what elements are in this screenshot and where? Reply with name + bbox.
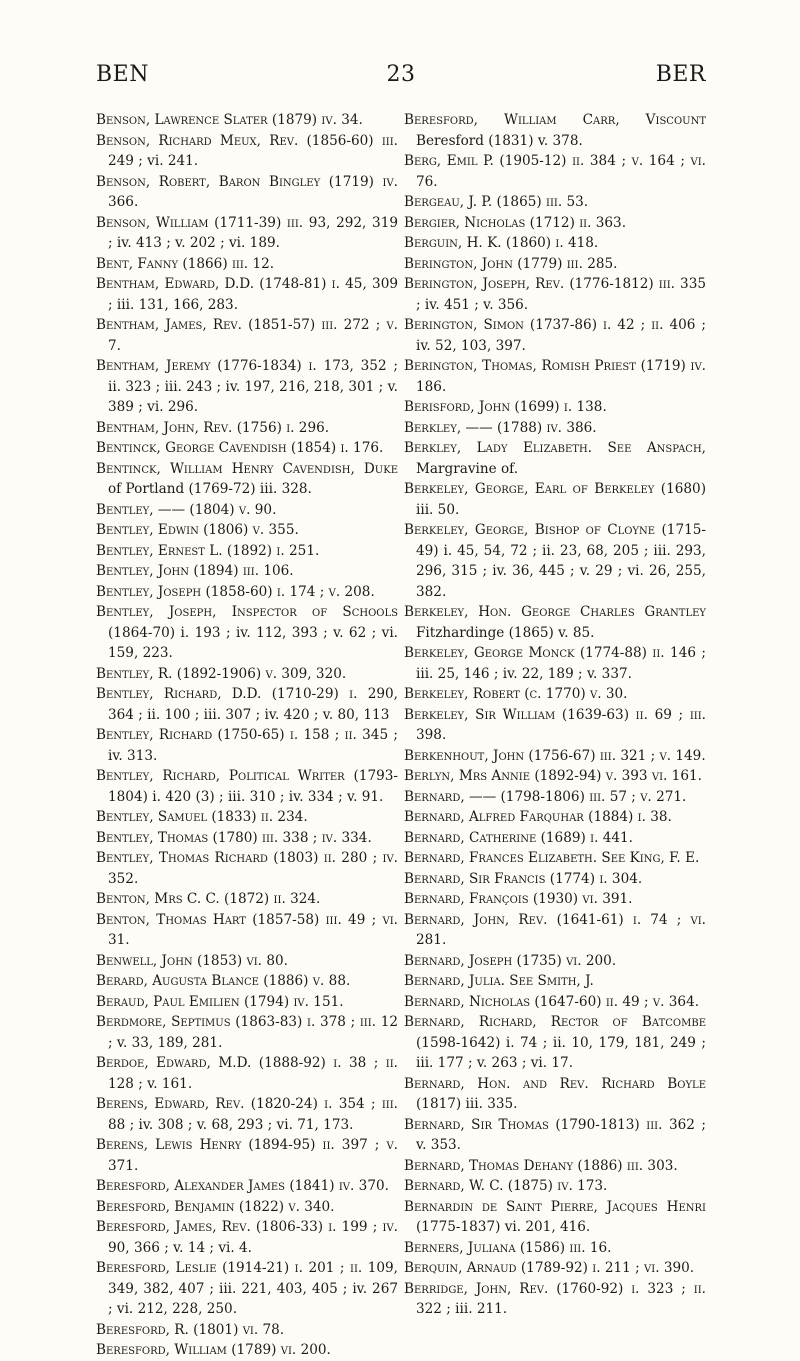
- left-column: [96, 110, 398, 1361]
- index-entry: Benton, Mrs C. C. (1872) ii. 324.: [96, 891, 321, 907]
- index-entry: Berguin, H. K. (1860) i. 418.: [404, 235, 599, 251]
- index-entry: Bentley, Ernest L. (1892) i. 251.: [96, 542, 320, 559]
- index-entry: Bernard, Frances Elizabeth. See King, F. E.: [404, 850, 700, 866]
- index-entry: Berens, Edward, Rev. (1820-24) i. 354 ; iii. 88 ; iv. 308 ; v. 68, 293 ; vi. 71, 173.: [96, 1096, 398, 1133]
- index-entry: Bentley, —— (1804) v. 90.: [96, 501, 277, 518]
- index-entry: Bentham, John, Rev. (1756) i. 296.: [96, 419, 330, 436]
- index-entry: Bernard, —— (1798-1806) iii. 57 ; v. 271.: [404, 788, 687, 805]
- running-header: [96, 62, 706, 92]
- index-entry: Bernard, Thomas Dehany (1886) iii. 303.: [404, 1157, 678, 1174]
- index-entry: Bentham, Edward, D.D. (1748-81) i. 45, 309 ; iii. 131, 166, 283.: [96, 276, 398, 313]
- index-entry: Bernard, François (1930) vi. 391.: [404, 891, 633, 907]
- index-entry: Berg, Emil P. (1905-12) ii. 384 ; v. 164 ; vi. 76.: [404, 153, 706, 190]
- index-entry: Bergeau, J. P. (1865) iii. 53.: [404, 194, 589, 210]
- index-entry: Bentley, Thomas (1780) iii. 338 ; iv. 334.: [96, 829, 372, 846]
- index-entry: Bergier, Nicholas (1712) ii. 363.: [404, 214, 627, 231]
- index-entry: Bentley, R. (1892-1906) v. 309, 320.: [96, 665, 347, 682]
- index-entry: Bentham, James, Rev. (1851-57) iii. 272 ; v. 7.: [96, 317, 398, 354]
- index-entry: Bentley, Richard, D.D. (1710-29) i. 290, 364 ; ii. 100 ; iii. 307 ; iv. 420 ; v. 80, 113: [96, 686, 398, 723]
- index-entry: Bernard, Alfred Farquhar (1884) i. 38.: [404, 809, 672, 825]
- index-entry: Bernard, Joseph (1735) vi. 200.: [404, 952, 617, 969]
- index-entry: Berens, Lewis Henry (1894-95) ii. 397 ; v. 371.: [96, 1137, 398, 1174]
- index-entry: Berners, Juliana (1586) iii. 16.: [404, 1239, 612, 1256]
- index-entry: Bentley, John (1894) iii. 106.: [96, 563, 294, 579]
- index-entry: Beresford, Benjamin (1822) v. 340.: [96, 1198, 335, 1215]
- index-entry: Benson, Lawrence Slater (1879) iv. 34.: [96, 112, 363, 128]
- index-entry: Berquin, Arnaud (1789-92) i. 211 ; vi. 390.: [404, 1260, 695, 1276]
- index-entry: Berdmore, Septimus (1863-83) i. 378 ; iii. 12 ; v. 33, 189, 281.: [96, 1014, 398, 1051]
- index-entry: Benwell, John (1853) vi. 80.: [96, 952, 288, 969]
- index-entry: Berkenhout, John (1756-67) iii. 321 ; v. 149.: [404, 747, 706, 764]
- index-entry: Beresford, Leslie (1914-21) i. 201 ; ii. 109, 349, 382, 407 ; iii. 221, 403, 405 ; iv. 267 ; vi. 212, 228, 250.: [96, 1260, 398, 1317]
- right-column: [404, 110, 706, 1320]
- header-last-word: BER: [655, 62, 706, 87]
- index-entry: Beresford, R. (1801) vi. 78.: [96, 1321, 285, 1338]
- index-entry: Berisford, John (1699) i. 138.: [404, 399, 607, 415]
- index-entry: Bernard, Richard, Rector of Batcombe (1598-1642) i. 74 ; ii. 10, 179, 181, 249 ; iii. 177 ; v. 263 ; vi. 17.: [404, 1014, 706, 1071]
- index-entry: Bernard, John, Rev. (1641-61) i. 74 ; vi. 281.: [404, 911, 706, 948]
- index-entry: Berkeley, George Monck (1774-88) ii. 146 ; iii. 25, 146 ; iv. 22, 189 ; v. 337.: [404, 645, 706, 682]
- index-entry: Beresford, William (1789) vi. 200.: [96, 1342, 331, 1358]
- index-entry: Bernard, Nicholas (1647-60) ii. 49 ; v. 364.: [404, 993, 700, 1010]
- index-entry: Bernard, Catherine (1689) i. 441.: [404, 829, 633, 846]
- index-entry: Bernard, Sir Thomas (1790-1813) iii. 362 ; v. 353.: [404, 1116, 706, 1153]
- index-entry: Beresford, James, Rev. (1806-33) i. 199 ; iv. 90, 366 ; v. 14 ; vi. 4.: [96, 1219, 398, 1256]
- index-entry: Berlyn, Mrs Annie (1892-94) v. 393 vi. 161.: [404, 768, 702, 784]
- index-entry: Benson, Robert, Baron Bingley (1719) iv. 366.: [96, 173, 398, 210]
- index-entry: Berard, Augusta Blance (1886) v. 88.: [96, 973, 351, 989]
- index-entry: Berkeley, Robert (c. 1770) v. 30.: [404, 686, 628, 702]
- index-entry: Bentinck, George Cavendish (1854) i. 176.: [96, 440, 384, 456]
- index-entry: Bentley, Thomas Richard (1803) ii. 280 ; iv. 352.: [96, 850, 398, 887]
- index-entry: Berington, Simon (1737-86) i. 42 ; ii. 406 ; iv. 52, 103, 397.: [404, 317, 706, 354]
- index-entry: Benson, William (1711-39) iii. 93, 292, 319 ; iv. 413 ; v. 202 ; vi. 189.: [96, 214, 398, 251]
- index-entry: Bentinck, William Henry Cavendish, Duke of Portland (1769-72) iii. 328.: [96, 460, 398, 497]
- index-entry: Benton, Thomas Hart (1857-58) iii. 49 ; vi. 31.: [96, 911, 398, 948]
- index-entry: Berkeley, Hon. George Charles Grantley Fitzhardinge (1865) v. 85.: [404, 604, 706, 641]
- index-entry: Berkley, —— (1788) iv. 386.: [404, 419, 597, 436]
- page-number: 23: [386, 62, 416, 87]
- index-entry: Berridge, John, Rev. (1760-92) i. 323 ; ii. 322 ; iii. 211.: [404, 1280, 706, 1317]
- index-entry: Bent, Fanny (1866) iii. 12.: [96, 255, 275, 272]
- index-entry: Bernard, Hon. and Rev. Richard Boyle (1817) iii. 335.: [404, 1075, 706, 1112]
- index-entry: Berington, Thomas, Romish Priest (1719) iv. 186.: [404, 358, 706, 395]
- index-entry: Bentley, Richard, Political Writer (1793-1804) i. 420 (3) ; iii. 310 ; iv. 334 ; v. 91.: [96, 768, 398, 805]
- index-entry: Bentley, Joseph (1858-60) i. 174 ; v. 208.: [96, 583, 375, 600]
- index-entry: Bentley, Joseph, Inspector of Schools (1864-70) i. 193 ; iv. 112, 393 ; v. 62 ; vi. 159, 223.: [96, 604, 398, 661]
- index-entry: Berkeley, George, Bishop of Cloyne (1715-49) i. 45, 54, 72 ; ii. 23, 68, 205 ; iii. 293, 296, 315 ; iv. 36, 445 ; v. 29 ; vi. 26, 255, 382.: [404, 522, 706, 600]
- index-entry: Bentham, Jeremy (1776-1834) i. 173, 352 ; ii. 323 ; iii. 243 ; iv. 197, 216, 218, 301 ; v. 389 ; vi. 296.: [96, 358, 398, 415]
- index-entry: Bentley, Edwin (1806) v. 355.: [96, 522, 299, 538]
- index-entry: Berington, Joseph, Rev. (1776-1812) iii. 335 ; iv. 451 ; v. 356.: [404, 276, 706, 313]
- index-entry: Berington, John (1779) iii. 285.: [404, 255, 618, 272]
- index-entry: Berkley, Lady Elizabeth. See Anspach, Margravine of.: [404, 440, 706, 477]
- index-entry: Bernardin de Saint Pierre, Jacques Henri (1775-1837) vi. 201, 416.: [404, 1198, 706, 1235]
- index-entry: Bernard, Sir Francis (1774) i. 304.: [404, 870, 643, 887]
- index-entry: Beraud, Paul Emilien (1794) iv. 151.: [96, 993, 344, 1010]
- index-entry: Beresford, William Carr, Viscount Beresford (1831) v. 378.: [404, 112, 706, 149]
- index-entry: Berdoe, Edward, M.D. (1888-92) i. 38 ; ii. 128 ; v. 161.: [96, 1055, 398, 1092]
- index-entry: Bentley, Richard (1750-65) i. 158 ; ii. 345 ; iv. 313.: [96, 727, 398, 764]
- header-first-word: BEN: [96, 62, 149, 87]
- index-entry: Berkeley, George, Earl of Berkeley (1680) iii. 50.: [404, 481, 706, 518]
- index-entry: Berkeley, Sir William (1639-63) ii. 69 ; iii. 398.: [404, 706, 706, 743]
- index-entry: Beresford, Alexander James (1841) iv. 370.: [96, 1178, 389, 1194]
- index-entry: Bernard, W. C. (1875) iv. 173.: [404, 1178, 608, 1194]
- index-entry: Bentley, Samuel (1833) ii. 234.: [96, 809, 308, 825]
- index-entry: Bernard, Julia. See Smith, J.: [404, 973, 594, 989]
- index-entry: Benson, Richard Meux, Rev. (1856-60) iii. 249 ; vi. 241.: [96, 132, 398, 169]
